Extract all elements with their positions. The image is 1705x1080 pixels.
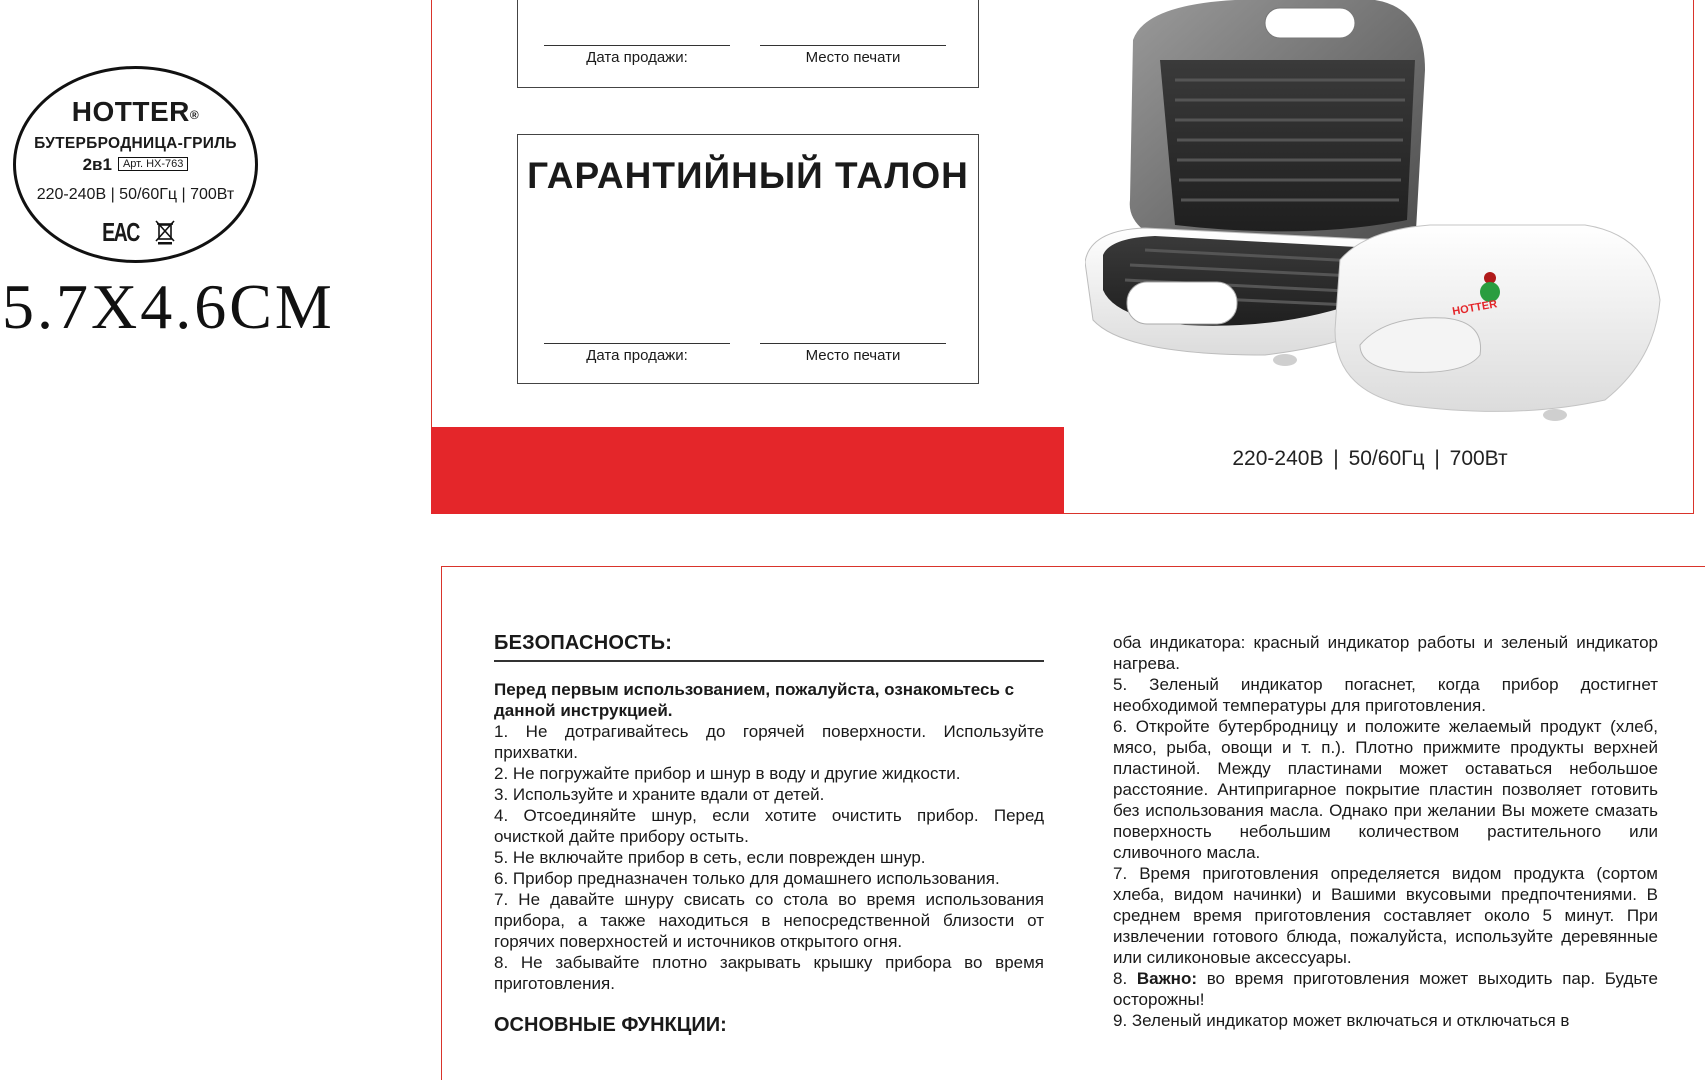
stamp-label: Место печати bbox=[805, 347, 901, 364]
safety-item: 2. Не погружайте прибор и шнур в воду и другие жидкости. bbox=[494, 764, 961, 783]
label-dimensions: 5.7X4.6CM bbox=[2, 271, 335, 342]
closed-unit bbox=[1335, 225, 1660, 411]
sale-date-line bbox=[544, 45, 730, 46]
safety-item: 5. Не включайте прибор в сеть, если поврежден шнур. bbox=[494, 848, 926, 867]
product-variant-row bbox=[16, 155, 255, 175]
appliance-specs: 220-240В | 50/60Гц | 700Вт bbox=[1232, 447, 1508, 470]
function-item: 9. Зеленый индикатор может включаться и отключаться в bbox=[1113, 1011, 1570, 1030]
product-label bbox=[13, 66, 258, 263]
function-item: 7. Время приготовления определяется видом продукта (сортом хлеба, видом начинки) и Вашими вкусовыми предпочтениями. В среднем время приготовления составляет около 5 минут. При извлечении готового блюда, пожалуйста, используйте деревянные или силиконовые аксессуары. bbox=[1113, 864, 1658, 967]
item-number: 8. bbox=[1113, 969, 1128, 988]
safety-intro: Перед первым использованием, пожалуйста, ознакомьтесь с данной инструкцией. bbox=[494, 680, 1015, 720]
important-label: Важно: bbox=[1136, 969, 1197, 988]
stamp-line bbox=[760, 45, 946, 46]
warranty-coupon-partial bbox=[517, 0, 979, 88]
warranty-title: ГАРАНТИЙНЫЙ ТАЛОН bbox=[527, 155, 969, 196]
brand-logo: HOTTER® bbox=[71, 96, 200, 127]
stamp-line bbox=[760, 343, 946, 344]
certification-marks bbox=[16, 217, 255, 247]
safety-item: 8. Не забывайте плотно закрывать крышку прибора во время приготовления. bbox=[494, 953, 1044, 993]
sale-date-line bbox=[544, 343, 730, 344]
lid-handle bbox=[1265, 8, 1355, 38]
warranty-coupon bbox=[517, 134, 979, 384]
safety-heading: БЕЗОПАСНОСТЬ: bbox=[494, 632, 1044, 662]
function-item: 6. Откройте бутербродницу и положите желаемый продукт (хлеб, мясо, рыба, овощи и т. п.). Плотно прижмите продукты верхней пластиной. Между пластинами может оставаться небольшое расстояние. Антипригарное покрытие пластин позволяет готовить без использования масла. Однако при желании Вы можете смазать поверхность небольшим количеством растительного или сливочного масла. bbox=[1113, 717, 1658, 862]
eac-mark: EAC bbox=[102, 216, 139, 247]
stamp-label: Место печати bbox=[805, 49, 901, 66]
instructions-left-column bbox=[494, 632, 1044, 1037]
product-variant: 2в1 bbox=[82, 155, 112, 174]
sale-date-label: Дата продажи: bbox=[586, 347, 688, 364]
safety-item: 7. Не давайте шнуру свисать со стола во время использования прибора, а также находиться в непосредственной близости от горячих поверхностей и источников открытого огня. bbox=[494, 890, 1044, 951]
important-text: во время приготовления может выходить пар. Будьте осторожны! bbox=[1113, 969, 1658, 1009]
base-handle bbox=[1127, 282, 1237, 324]
foot bbox=[1543, 409, 1567, 421]
label-specs: 220-240В | 50/60Гц | 700Вт bbox=[36, 186, 235, 203]
safety-item: 1. Не дотрагивайтесь до горячей поверхности. Используйте прихватки. bbox=[494, 722, 1044, 762]
sandwich-maker-image bbox=[1085, 0, 1665, 430]
product-name: БУТЕРБРОДНИЦА-ГРИЛЬ bbox=[34, 135, 237, 152]
safety-item: 3. Используйте и храните вдали от детей. bbox=[494, 785, 825, 804]
upper-grill-plate bbox=[1160, 60, 1415, 231]
appliance-brand: HOTTER bbox=[1451, 298, 1499, 318]
function-item-important bbox=[1113, 968, 1658, 1010]
article-number: Арт. HX-763 bbox=[118, 157, 188, 171]
foot bbox=[1273, 354, 1297, 366]
red-accent-bar bbox=[431, 427, 1064, 514]
safety-item: 6. Прибор предназначен только для домашнего использования. bbox=[494, 869, 1000, 888]
instructions-right-column bbox=[1113, 632, 1658, 1031]
weee-bin-icon bbox=[155, 219, 175, 245]
sale-date-label: Дата продажи: bbox=[586, 49, 688, 66]
function-item: 5. Зеленый индикатор погаснет, когда прибор достигнет необходимой температуры для приготовления. bbox=[1113, 675, 1658, 715]
functions-heading: ОСНОВНЫЕ ФУНКЦИИ: bbox=[494, 1014, 727, 1036]
safety-item: 4. Отсоединяйте шнур, если хотите очистить прибор. Перед очисткой дайте прибору остыть. bbox=[494, 806, 1044, 846]
function-item: оба индикатора: красный индикатор работы и зеленый индикатор нагрева. bbox=[1113, 633, 1658, 673]
